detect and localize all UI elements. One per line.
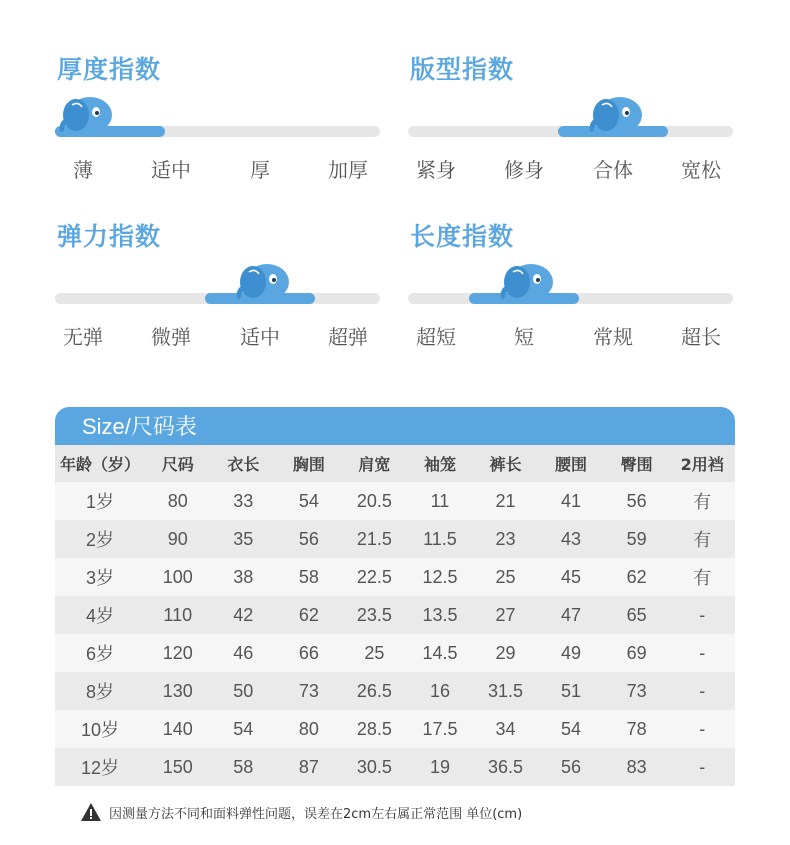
table-cell: 150 <box>145 748 211 786</box>
column-header: 尺码 <box>145 445 211 482</box>
table-cell: 56 <box>604 482 670 520</box>
table-cell: 130 <box>145 672 211 710</box>
fit-index <box>408 50 738 200</box>
column-header: 衣长 <box>211 445 277 482</box>
index-label: 合体 <box>593 158 633 182</box>
length-index <box>408 217 738 367</box>
table-cell: 73 <box>276 672 342 710</box>
table-row <box>55 710 735 748</box>
table-row <box>55 520 735 558</box>
table-cell: 140 <box>145 710 211 748</box>
elephant-icon <box>582 95 644 135</box>
index-label: 短 <box>514 325 534 349</box>
column-header: 袖笼 <box>407 445 473 482</box>
table-cell: 42 <box>211 596 277 634</box>
table-cell: 80 <box>145 482 211 520</box>
table-cell: 3岁 <box>55 558 145 596</box>
index-label: 加厚 <box>328 158 368 182</box>
table-cell: 23.5 <box>342 596 408 634</box>
size-table <box>55 407 735 786</box>
table-cell: 87 <box>276 748 342 786</box>
table-cell: 47 <box>538 596 604 634</box>
table-cell: 28.5 <box>342 710 408 748</box>
table-cell: 58 <box>276 558 342 596</box>
table-cell: 1岁 <box>55 482 145 520</box>
table-cell: 4岁 <box>55 596 145 634</box>
table-cell: 11.5 <box>407 520 473 558</box>
table-cell: 34 <box>473 710 539 748</box>
warning-icon <box>80 802 102 822</box>
table-cell: 65 <box>604 596 670 634</box>
table-cell: - <box>669 748 735 786</box>
index-label: 厚 <box>250 158 270 182</box>
table-cell: 56 <box>276 520 342 558</box>
note-text: 因测量方法不同和面料弹性问题，误差在2cm左右属正常范围 单位(cm) <box>109 806 523 822</box>
table-cell: 12岁 <box>55 748 145 786</box>
table-cell: 66 <box>276 634 342 672</box>
table-cell: 31.5 <box>473 672 539 710</box>
index-label: 适中 <box>240 325 280 349</box>
table-cell: 11 <box>407 482 473 520</box>
table-cell: 49 <box>538 634 604 672</box>
table-cell: 78 <box>604 710 670 748</box>
index-track <box>408 126 733 137</box>
table-cell: 35 <box>211 520 277 558</box>
table-cell: 2岁 <box>55 520 145 558</box>
table-cell: 14.5 <box>407 634 473 672</box>
table-cell: 50 <box>211 672 277 710</box>
column-header: 2用裆 <box>669 445 735 482</box>
table-cell: 54 <box>538 710 604 748</box>
size-table-grid <box>55 445 735 786</box>
table-cell: 20.5 <box>342 482 408 520</box>
table-cell: 83 <box>604 748 670 786</box>
index-label: 超短 <box>416 325 456 349</box>
elephant-icon <box>493 262 555 302</box>
table-cell: - <box>669 672 735 710</box>
column-header: 肩宽 <box>342 445 408 482</box>
table-cell: 73 <box>604 672 670 710</box>
table-cell: 36.5 <box>473 748 539 786</box>
table-cell: 6岁 <box>55 634 145 672</box>
index-label: 超长 <box>681 325 721 349</box>
table-row <box>55 482 735 520</box>
index-title: 长度指数 <box>410 222 515 251</box>
table-cell: - <box>669 596 735 634</box>
index-label: 无弹 <box>63 325 103 349</box>
table-cell: 110 <box>145 596 211 634</box>
column-header: 臀围 <box>604 445 670 482</box>
index-label: 薄 <box>73 158 93 182</box>
table-cell: 90 <box>145 520 211 558</box>
table-cell: 45 <box>538 558 604 596</box>
table-cell: 8岁 <box>55 672 145 710</box>
thickness-index <box>55 50 385 200</box>
size-table-body <box>55 482 735 786</box>
index-label: 超弹 <box>328 325 368 349</box>
table-cell: 29 <box>473 634 539 672</box>
index-track <box>55 293 380 304</box>
table-cell: 46 <box>211 634 277 672</box>
index-title: 版型指数 <box>410 55 515 84</box>
table-cell: 27 <box>473 596 539 634</box>
table-cell: 26.5 <box>342 672 408 710</box>
index-label: 紧身 <box>416 158 456 182</box>
index-label: 宽松 <box>681 158 721 182</box>
table-row <box>55 748 735 786</box>
column-header: 胸围 <box>276 445 342 482</box>
measurement-note <box>80 802 522 822</box>
table-cell: 43 <box>538 520 604 558</box>
column-header: 年龄（岁） <box>55 445 145 482</box>
table-row <box>55 672 735 710</box>
table-cell: 22.5 <box>342 558 408 596</box>
elephant-icon <box>229 262 291 302</box>
table-cell: 59 <box>604 520 670 558</box>
table-cell: 54 <box>276 482 342 520</box>
size-table-title: Size/尺码表 <box>55 407 735 445</box>
table-cell: 有 <box>669 520 735 558</box>
table-cell: - <box>669 710 735 748</box>
index-label: 适中 <box>151 158 191 182</box>
elasticity-index <box>55 217 385 367</box>
column-header: 裤长 <box>473 445 539 482</box>
table-cell: 51 <box>538 672 604 710</box>
index-title: 弹力指数 <box>57 222 162 251</box>
table-cell: 19 <box>407 748 473 786</box>
index-label: 常规 <box>593 325 633 349</box>
table-cell: 16 <box>407 672 473 710</box>
table-row <box>55 634 735 672</box>
table-cell: 有 <box>669 558 735 596</box>
table-cell: 62 <box>604 558 670 596</box>
table-cell: 25 <box>342 634 408 672</box>
table-cell: 41 <box>538 482 604 520</box>
table-cell: 56 <box>538 748 604 786</box>
table-cell: 23 <box>473 520 539 558</box>
table-cell: 30.5 <box>342 748 408 786</box>
table-cell: 38 <box>211 558 277 596</box>
index-label: 修身 <box>504 158 544 182</box>
table-cell: 25 <box>473 558 539 596</box>
table-cell: 62 <box>276 596 342 634</box>
table-cell: - <box>669 634 735 672</box>
table-cell: 120 <box>145 634 211 672</box>
table-cell: 54 <box>211 710 277 748</box>
table-row <box>55 558 735 596</box>
table-cell: 13.5 <box>407 596 473 634</box>
table-cell: 10岁 <box>55 710 145 748</box>
table-cell: 21.5 <box>342 520 408 558</box>
index-label: 微弹 <box>151 325 191 349</box>
table-row <box>55 596 735 634</box>
table-cell: 33 <box>211 482 277 520</box>
table-cell: 58 <box>211 748 277 786</box>
table-cell: 12.5 <box>407 558 473 596</box>
index-track <box>408 293 733 304</box>
table-cell: 有 <box>669 482 735 520</box>
table-header-row <box>55 445 735 482</box>
table-cell: 80 <box>276 710 342 748</box>
table-cell: 69 <box>604 634 670 672</box>
table-cell: 100 <box>145 558 211 596</box>
table-cell: 17.5 <box>407 710 473 748</box>
index-title: 厚度指数 <box>57 55 162 84</box>
column-header: 腰围 <box>538 445 604 482</box>
table-cell: 21 <box>473 482 539 520</box>
elephant-icon <box>52 95 114 135</box>
